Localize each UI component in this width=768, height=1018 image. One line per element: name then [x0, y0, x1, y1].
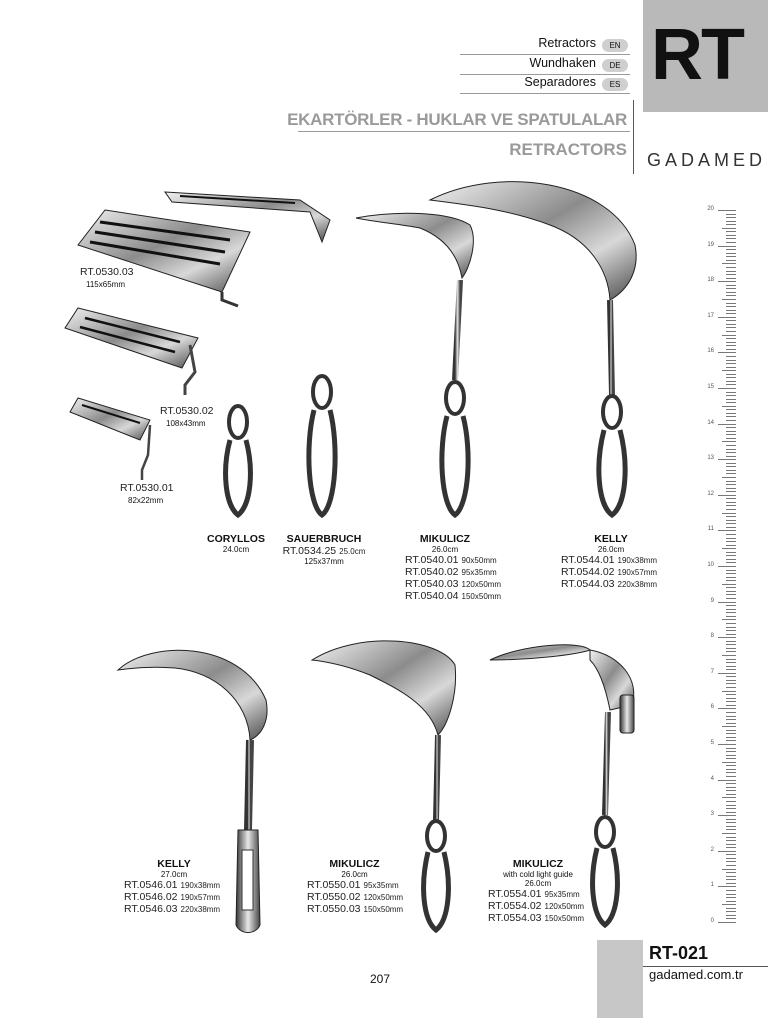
product-length: 25.0cm — [339, 547, 366, 556]
language-name: Separadores — [524, 75, 596, 89]
product-mikulicz-0540 — [405, 533, 515, 602]
product-name: MIKULICZ — [512, 858, 564, 870]
product-code: RT.0546.03 — [124, 903, 178, 915]
product-code: RT.0540.03 — [405, 578, 459, 590]
product-size: 150x50mm — [461, 592, 502, 601]
retractor-blade-large-icon — [78, 210, 250, 306]
ruler-label: 14 — [707, 419, 714, 426]
page-code: RT-021 — [649, 943, 709, 963]
ruler-label: 18 — [707, 277, 714, 284]
product-size: 150x50mm — [544, 914, 585, 923]
product-name: MIKULICZ — [329, 858, 380, 870]
product-code: RT.0550.02 — [307, 891, 361, 903]
ruler-label: 3 — [710, 811, 714, 818]
product-code: RT.0554.02 — [488, 900, 542, 912]
product-size: 120x50mm — [363, 893, 404, 902]
product-length: 27.0cm — [160, 870, 188, 879]
product-kelly-0544 — [561, 533, 671, 590]
product-code: RT.0540.04 — [405, 590, 459, 602]
product-name: KELLY — [157, 858, 191, 870]
product-mikulicz-0554 — [488, 858, 598, 924]
product-size: 120x50mm — [544, 902, 585, 911]
product-code: RT.0546.01 — [124, 879, 178, 891]
brand-logo: GADAMED — [647, 150, 767, 170]
ruler-label: 8 — [710, 633, 714, 640]
product-code: RT.0550.01 — [307, 879, 361, 891]
mikulicz-retractor-icon — [356, 213, 473, 515]
product-kelly-0546 — [124, 858, 244, 915]
ruler-label: 12 — [707, 490, 714, 497]
ruler-label: 5 — [710, 740, 714, 746]
coryllos-retractor-icon — [226, 300, 251, 515]
language-badge: EN — [602, 39, 628, 52]
product-code: RT.0534.25 — [282, 545, 337, 557]
ruler-label: 17 — [707, 312, 714, 319]
product-length: 26.0cm — [341, 870, 368, 879]
product-code: RT.0540.01 — [405, 554, 459, 566]
product-size: 82x22mm — [128, 496, 164, 505]
product-length: 26.0cm — [431, 545, 459, 554]
product-size: 190x57mm — [180, 893, 221, 902]
ruler-label: 20 — [707, 206, 714, 212]
ruler-label: 4 — [710, 775, 714, 782]
product-code: RT.0530.01 — [120, 482, 174, 494]
product-code: RT.0544.01 — [561, 554, 615, 566]
product-size: 190x38mm — [180, 881, 221, 890]
product-coryllos — [200, 533, 272, 554]
product-code: RT.0544.03 — [561, 578, 615, 590]
product-code: RT.0554.01 — [488, 888, 542, 900]
ruler-label: 1 — [710, 882, 714, 889]
product-size: 190x38mm — [617, 556, 658, 565]
product-code: RT.0540.02 — [405, 566, 459, 578]
product-size: 190x57mm — [617, 568, 658, 577]
product-size: 220x38mm — [617, 580, 658, 589]
page-number: 207 — [370, 972, 391, 986]
product-length: 24.0cm — [222, 545, 250, 554]
product-size: 120x50mm — [461, 580, 502, 589]
section-code: RT — [651, 15, 743, 95]
ruler-label: 9 — [710, 597, 714, 604]
page-title-tr: EKARTÖRLER - HUKLAR VE SPATULALAR — [287, 110, 627, 129]
ruler-label: 0 — [710, 918, 714, 924]
product-size: 90x50mm — [461, 556, 497, 565]
ruler-label: 19 — [707, 241, 714, 248]
retractor-blade-small-icon — [70, 398, 150, 480]
ruler-label: 16 — [707, 348, 714, 355]
product-size: 108x43mm — [166, 419, 206, 428]
ruler-label: 2 — [710, 846, 714, 853]
ruler-label: 15 — [707, 384, 714, 390]
product-code: RT.0530.02 — [160, 405, 214, 417]
product-sauerbruch — [276, 533, 372, 566]
product-length: 26.0cm — [597, 545, 625, 554]
product-size: 220x38mm — [180, 905, 221, 914]
language-badge: DE — [602, 59, 628, 72]
product-name: KELLY — [594, 533, 628, 545]
product-size: 150x50mm — [363, 905, 404, 914]
product-size: 95x35mm — [363, 881, 399, 890]
retractor-blade-medium-icon — [65, 308, 198, 395]
product-note: with cold light guide — [503, 870, 573, 879]
website-link[interactable]: gadamed.com.tr — [649, 967, 743, 982]
ruler-label: 10 — [707, 562, 714, 568]
product-code: RT.0530.03 — [80, 266, 134, 278]
product-code: RT.0544.02 — [561, 566, 615, 578]
ruler-label: 11 — [707, 526, 714, 533]
product-length: 26.0cm — [524, 879, 552, 888]
product-mikulicz-0550 — [307, 858, 417, 915]
language-name: Retractors — [538, 36, 596, 50]
language-name: Wundhaken — [529, 56, 596, 70]
language-badge: ES — [602, 78, 628, 91]
product-name: CORYLLOS — [207, 533, 265, 545]
product-code: RT.0554.03 — [488, 912, 542, 924]
page-title-en: RETRACTORS — [509, 140, 627, 159]
product-size: 95x35mm — [461, 568, 497, 577]
ruler-label: 13 — [707, 455, 714, 462]
product-name: MIKULICZ — [419, 533, 471, 545]
product-code: RT.0550.03 — [307, 903, 361, 915]
product-size: 95x35mm — [544, 890, 580, 899]
product-size: 125x37mm — [304, 557, 344, 566]
ruler-label: 6 — [710, 704, 714, 711]
product-code: RT.0546.02 — [124, 891, 178, 903]
product-name: SAUERBRUCH — [286, 533, 362, 545]
ruler-label: 7 — [710, 668, 714, 675]
product-size: 115x65mm — [86, 280, 125, 289]
